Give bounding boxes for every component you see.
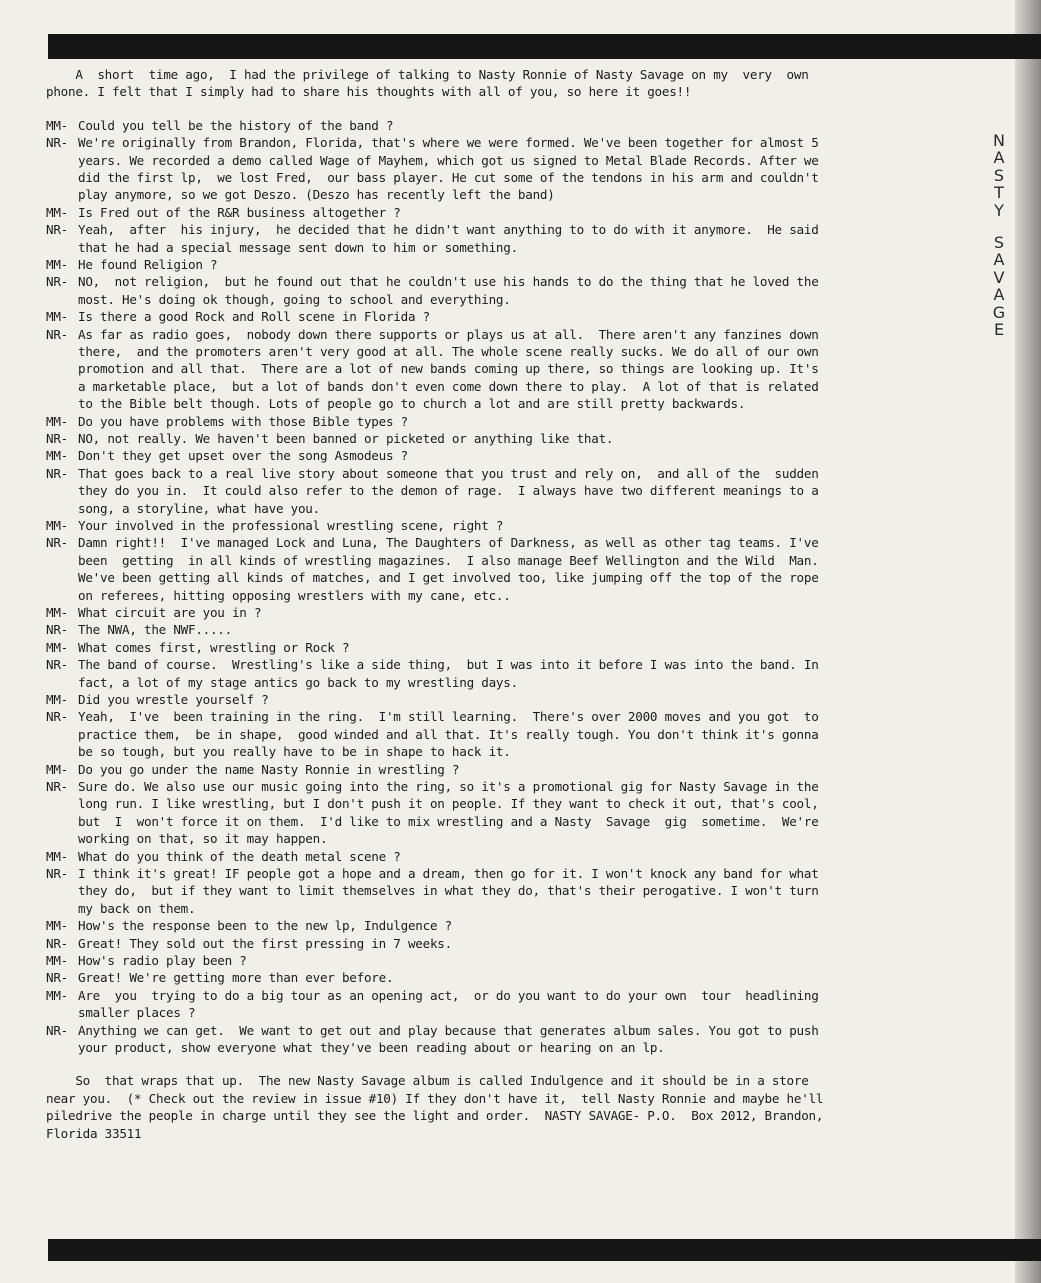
speaker-tag: MM- bbox=[46, 204, 68, 220]
speaker-tag: NR- bbox=[46, 430, 68, 446]
interview-text: Sure do. We also use our music going into the ring, so it's a promotional gig for Nasty Savage in the bbox=[78, 778, 819, 794]
interview-text: Is there a good Rock and Roll scene in Florida ? bbox=[78, 309, 430, 325]
interview-transcript bbox=[46, 117, 972, 1057]
interview-text: Your involved in the professional wrestling scene, right ? bbox=[78, 517, 504, 533]
interview-line bbox=[46, 639, 972, 656]
interview-line bbox=[46, 604, 972, 621]
interview-text: a marketable place, but a lot of bands don't even come down there to play. A lot of that is related bbox=[78, 378, 819, 394]
interview-line bbox=[46, 291, 972, 308]
interview-text: NO, not religion, but he found out that he couldn't use his hands to do the thing that he loved the bbox=[78, 274, 819, 290]
closing-line: Florida 33511 bbox=[46, 1125, 142, 1141]
speaker-tag: NR- bbox=[46, 657, 68, 673]
speaker-tag: MM- bbox=[46, 517, 68, 533]
speaker-tag: MM- bbox=[46, 761, 68, 777]
interview-line bbox=[46, 221, 972, 238]
interview-text: Yeah, I've been training in the ring. I'm still learning. There's over 2000 moves and you got to bbox=[78, 709, 819, 725]
interview-line bbox=[46, 917, 972, 934]
interview-line bbox=[46, 134, 972, 151]
bottom-border-bar bbox=[48, 1239, 1041, 1261]
interview-line bbox=[46, 117, 972, 134]
interview-line bbox=[46, 517, 972, 534]
interview-text: working on that, so it may happen. bbox=[78, 831, 328, 847]
interview-text: practice them, be in shape, good winded and all that. It's really tough. You don't think it's gonna bbox=[78, 726, 819, 742]
interview-text: on referees, hitting opposing wrestlers with my cane, etc.. bbox=[78, 587, 511, 603]
interview-line bbox=[46, 778, 972, 795]
speaker-tag: MM- bbox=[46, 691, 68, 707]
interview-line bbox=[46, 865, 972, 882]
interview-line bbox=[46, 691, 972, 708]
interview-text: fact, a lot of my stage antics go back to my wrestling days. bbox=[78, 674, 518, 690]
speaker-tag: MM- bbox=[46, 918, 68, 934]
interview-line bbox=[46, 830, 972, 847]
interview-text: play anymore, so we got Deszo. (Deszo has recently left the band) bbox=[78, 187, 555, 203]
interview-line bbox=[46, 239, 972, 256]
interview-text: How's radio play been ? bbox=[78, 952, 247, 968]
speaker-tag: NR- bbox=[46, 778, 68, 794]
speaker-tag: NR- bbox=[46, 465, 68, 481]
interview-line bbox=[46, 326, 972, 343]
interview-line bbox=[46, 935, 972, 952]
speaker-tag: NR- bbox=[46, 709, 68, 725]
interview-text: song, a storyline, what have you. bbox=[78, 500, 320, 516]
interview-line bbox=[46, 882, 972, 899]
speaker-tag: NR- bbox=[46, 535, 68, 551]
speaker-tag: MM- bbox=[46, 309, 68, 325]
speaker-tag: NR- bbox=[46, 622, 68, 638]
interview-text: Could you tell be the history of the band ? bbox=[78, 117, 394, 133]
interview-text: What circuit are you in ? bbox=[78, 604, 262, 620]
interview-text: long run. I like wrestling, but I don't push it on people. If they want to check it out, that's cool, bbox=[78, 796, 819, 812]
interview-line bbox=[46, 256, 972, 273]
interview-text: they do, but if they want to limit themselves in what they do, that's their perogative. I won't turn bbox=[78, 883, 819, 899]
interview-line bbox=[46, 343, 972, 360]
interview-line bbox=[46, 952, 972, 969]
interview-text: That goes back to a real live story about someone that you trust and rely on, and all of the sudden bbox=[78, 465, 819, 481]
interview-text: Is Fred out of the R&R business altogether ? bbox=[78, 204, 401, 220]
interview-line bbox=[46, 621, 972, 638]
intro-line: phone. I felt that I simply had to share his thoughts with all of you, so here it goes!! bbox=[46, 84, 692, 100]
interview-text: Do you go under the name Nasty Ronnie in wrestling ? bbox=[78, 761, 460, 777]
speaker-tag: NR- bbox=[46, 970, 68, 986]
interview-line bbox=[46, 204, 972, 221]
interview-line bbox=[46, 413, 972, 430]
interview-line bbox=[46, 447, 972, 464]
interview-line bbox=[46, 1004, 972, 1021]
side-title-letter: S bbox=[993, 232, 1005, 252]
interview-line bbox=[46, 587, 972, 604]
speaker-tag: NR- bbox=[46, 274, 68, 290]
side-title-letter: A bbox=[993, 148, 1005, 168]
interview-text: Great! They sold out the first pressing in 7 weeks. bbox=[78, 935, 452, 951]
interview-text: I think it's great! IF people got a hope and a dream, then go for it. I won't knock any band for what bbox=[78, 865, 819, 881]
interview-line bbox=[46, 1039, 972, 1056]
side-title-letter: Y bbox=[994, 200, 1004, 220]
closing-line: So that wraps that up. The new Nasty Savage album is called Indulgence and it should be in a store bbox=[46, 1073, 809, 1089]
intro-line: A short time ago, I had the privilege of talking to Nasty Ronnie of Nasty Savage on my very own bbox=[46, 67, 809, 82]
interview-text: As far as radio goes, nobody down there supports or plays us at all. There aren't any fanzines down bbox=[78, 326, 819, 342]
interview-text: Damn right!! I've managed Lock and Luna, The Daughters of Darkness, as well as other tag teams. I've bbox=[78, 535, 819, 551]
speaker-tag: MM- bbox=[46, 987, 68, 1003]
interview-line bbox=[46, 708, 972, 725]
interview-line bbox=[46, 378, 972, 395]
interview-text: to the Bible belt though. Lots of people go to church a lot and are still pretty backwards. bbox=[78, 396, 746, 412]
side-title-letter: S bbox=[993, 165, 1005, 185]
interview-text: your product, show everyone what they've been reading about or hearing on an lp. bbox=[78, 1039, 665, 1055]
speaker-tag: MM- bbox=[46, 639, 68, 655]
interview-line bbox=[46, 656, 972, 673]
interview-line bbox=[46, 848, 972, 865]
speaker-tag: MM- bbox=[46, 448, 68, 464]
side-title-letter: E bbox=[993, 319, 1005, 339]
top-border-bar bbox=[48, 34, 1041, 59]
interview-line bbox=[46, 969, 972, 986]
interview-text: Are you trying to do a big tour as an opening act, or do you want to do your own tour headlining bbox=[78, 987, 819, 1003]
speaker-tag: MM- bbox=[46, 256, 68, 272]
side-title-letter bbox=[985, 219, 1013, 234]
interview-text: smaller places ? bbox=[78, 1005, 196, 1021]
interview-line bbox=[46, 395, 972, 412]
speaker-tag: NR- bbox=[46, 865, 68, 881]
interview-text: but I won't force it on them. I'd like to mix wrestling and a Nasty Savage gig sometime. We're bbox=[78, 813, 819, 829]
interview-text: The band of course. Wrestling's like a side thing, but I was into it before I was into the band. In bbox=[78, 657, 819, 673]
closing-line: near you. (* Check out the review in issue #10) If they don't have it, tell Nasty Ronnie and maybe he'll bbox=[46, 1090, 824, 1106]
side-title bbox=[985, 132, 1013, 338]
interview-line bbox=[46, 1022, 972, 1039]
interview-text: promotion and all that. There are a lot of new bands coming up there, so things are looking up. It's bbox=[78, 361, 819, 377]
interview-text: did the first lp, we lost Fred, our bass player. He cut some of the tendons in his arm and couldn't bbox=[78, 169, 819, 185]
interview-text: been getting in all kinds of wrestling magazines. I also manage Beef Wellington and the Wild Man. bbox=[78, 552, 819, 568]
page-edge-shadow bbox=[1015, 0, 1041, 1283]
interview-text: We're originally from Brandon, Florida, that's where we were formed. We've been together for almost 5 bbox=[78, 135, 819, 151]
interview-line bbox=[46, 169, 972, 186]
speaker-tag: NR- bbox=[46, 935, 68, 951]
interview-text: We've been getting all kinds of matches, and I get involved too, like jumping off the top of the rope bbox=[78, 570, 819, 586]
interview-text: The NWA, the NWF..... bbox=[78, 622, 232, 638]
interview-text: my back on them. bbox=[78, 900, 196, 916]
interview-text: that he had a special message sent down to him or something. bbox=[78, 239, 518, 255]
interview-line bbox=[46, 308, 972, 325]
interview-text: What do you think of the death metal scene ? bbox=[78, 848, 401, 864]
speaker-tag: NR- bbox=[46, 222, 68, 238]
interview-line bbox=[46, 761, 972, 778]
interview-line bbox=[46, 900, 972, 917]
interview-text: He found Religion ? bbox=[78, 256, 218, 272]
interview-text: Anything we can get. We want to get out and play because that generates album sales. You got to push bbox=[78, 1022, 819, 1038]
closing-line: piledrive the people in charge until they see the light and order. NASTY SAVAGE- P.O. Box 2012, Brandon, bbox=[46, 1108, 824, 1124]
side-title-letter: V bbox=[993, 267, 1005, 287]
interview-line bbox=[46, 273, 972, 290]
speaker-tag: MM- bbox=[46, 413, 68, 429]
side-title-letter: G bbox=[992, 302, 1006, 322]
interview-line bbox=[46, 552, 972, 569]
interview-line bbox=[46, 360, 972, 377]
side-title-letter: A bbox=[993, 285, 1005, 305]
interview-text: years. We recorded a demo called Wage of Mayhem, which got us signed to Metal Blade Records. After we bbox=[78, 152, 819, 168]
interview-text: Great! We're getting more than ever before. bbox=[78, 970, 394, 986]
interview-text: Don't they get upset over the song Asmodeus ? bbox=[78, 448, 408, 464]
interview-line bbox=[46, 534, 972, 551]
interview-text: there, and the promoters aren't very good at all. The whole scene really sucks. We do all of our own bbox=[78, 343, 819, 359]
speaker-tag: MM- bbox=[46, 848, 68, 864]
intro-paragraph bbox=[46, 66, 972, 101]
speaker-tag: NR- bbox=[46, 326, 68, 342]
interview-text: What comes first, wrestling or Rock ? bbox=[78, 639, 350, 655]
interview-line bbox=[46, 813, 972, 830]
interview-line bbox=[46, 500, 972, 517]
interview-line bbox=[46, 482, 972, 499]
speaker-tag: NR- bbox=[46, 135, 68, 151]
interview-text: How's the response been to the new lp, Indulgence ? bbox=[78, 918, 452, 934]
speaker-tag: NR- bbox=[46, 1022, 68, 1038]
interview-line bbox=[46, 726, 972, 743]
interview-line bbox=[46, 465, 972, 482]
speaker-tag: MM- bbox=[46, 117, 68, 133]
interview-text: be so tough, but you really have to be in shape to hack it. bbox=[78, 744, 511, 760]
interview-text: Did you wrestle yourself ? bbox=[78, 691, 269, 707]
side-title-letter: N bbox=[993, 131, 1005, 150]
interview-line bbox=[46, 186, 972, 203]
interview-text: most. He's doing ok though, going to school and everything. bbox=[78, 291, 511, 307]
interview-line bbox=[46, 152, 972, 169]
speaker-tag: MM- bbox=[46, 952, 68, 968]
interview-text: they do you in. It could also refer to the demon of rage. I always have two different meanings to a bbox=[78, 483, 819, 499]
interview-line bbox=[46, 795, 972, 812]
side-title-letter: T bbox=[994, 183, 1004, 203]
interview-line bbox=[46, 569, 972, 586]
side-title-letter: A bbox=[993, 250, 1005, 270]
interview-text: Yeah, after his injury, he decided that he didn't want anything to to do with it anymore. He said bbox=[78, 222, 819, 238]
interview-text: NO, not really. We haven't been banned or picketed or anything like that. bbox=[78, 430, 614, 446]
interview-text: Do you have problems with those Bible types ? bbox=[78, 413, 408, 429]
speaker-tag: MM- bbox=[46, 604, 68, 620]
article-body bbox=[46, 66, 972, 1142]
interview-line bbox=[46, 987, 972, 1004]
interview-line bbox=[46, 430, 972, 447]
interview-line bbox=[46, 743, 972, 760]
closing-paragraph bbox=[46, 1072, 972, 1142]
interview-line bbox=[46, 674, 972, 691]
